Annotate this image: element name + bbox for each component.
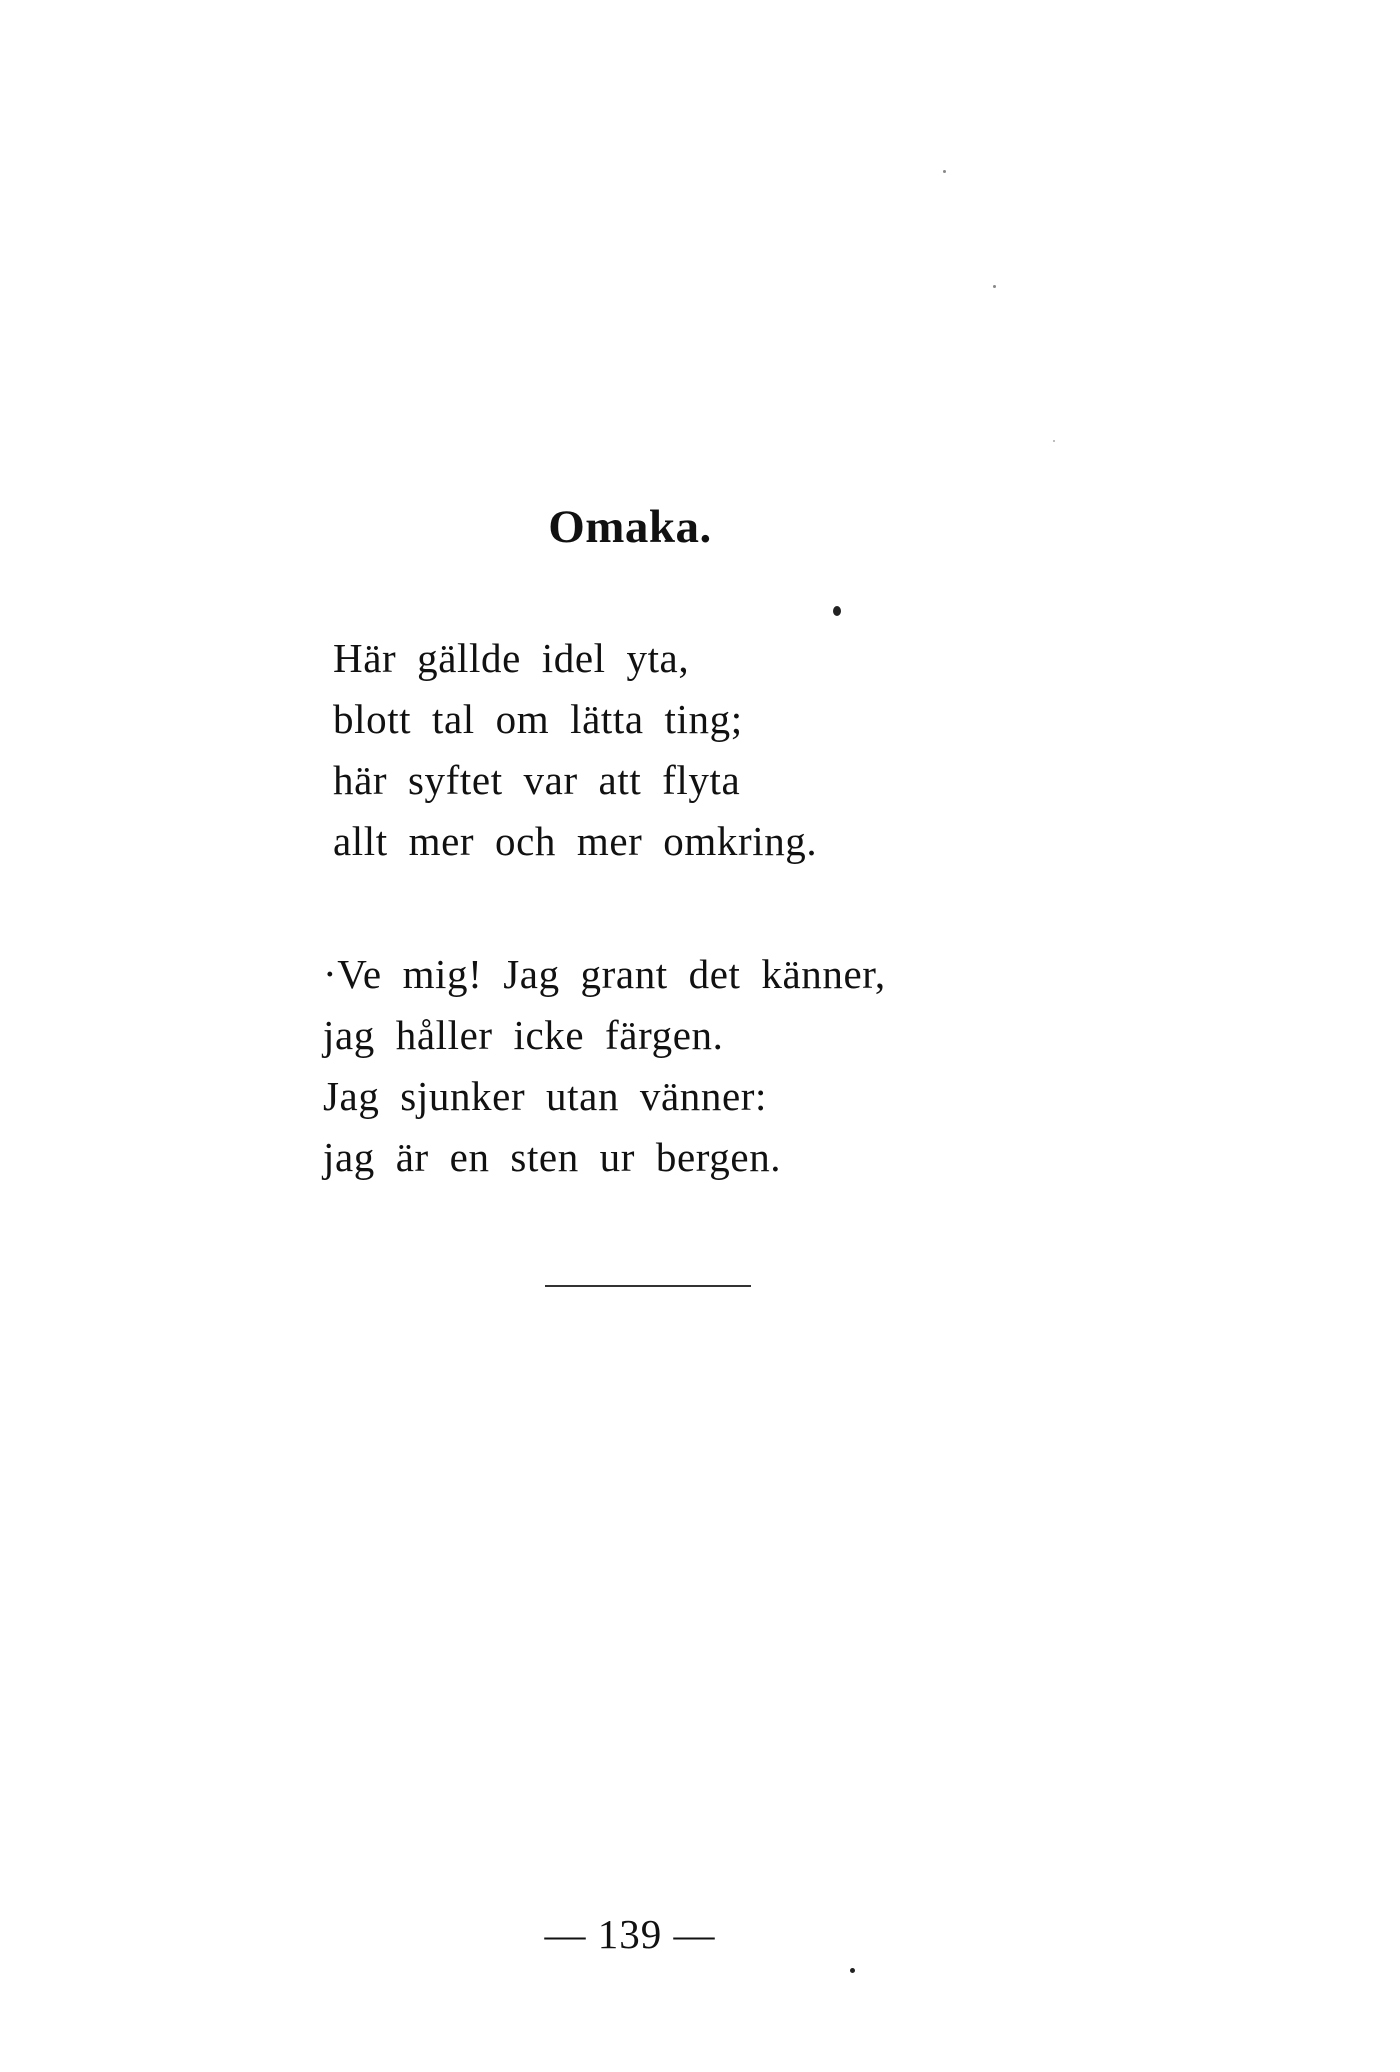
- poem-line: jag håller icke färgen.: [323, 1012, 724, 1058]
- stanza-2: [323, 944, 886, 1188]
- ink-speck: [993, 285, 996, 288]
- ink-speck: [833, 606, 841, 616]
- ink-speck: [850, 1968, 855, 1973]
- poem-title: Omaka.: [548, 501, 712, 553]
- poem-line: allt mer och mer omkring.: [333, 818, 818, 864]
- section-divider: [545, 1285, 751, 1287]
- stanza-1: [333, 628, 817, 872]
- poem-line: Jag sjunker utan vänner:: [323, 1073, 768, 1119]
- poem-line: blott tal om lätta ting;: [333, 696, 743, 742]
- ink-speck: [943, 170, 946, 173]
- poem-line: här syftet var att flyta: [333, 757, 741, 803]
- poem-line: ·Ve mig! Jag grant det känner,: [323, 951, 886, 997]
- ink-speck: [1053, 440, 1055, 442]
- page-number: — 139 —: [544, 1911, 716, 1957]
- poem-line: jag är en sten ur bergen.: [323, 1134, 782, 1180]
- poem-line: Här gällde idel yta,: [333, 635, 690, 681]
